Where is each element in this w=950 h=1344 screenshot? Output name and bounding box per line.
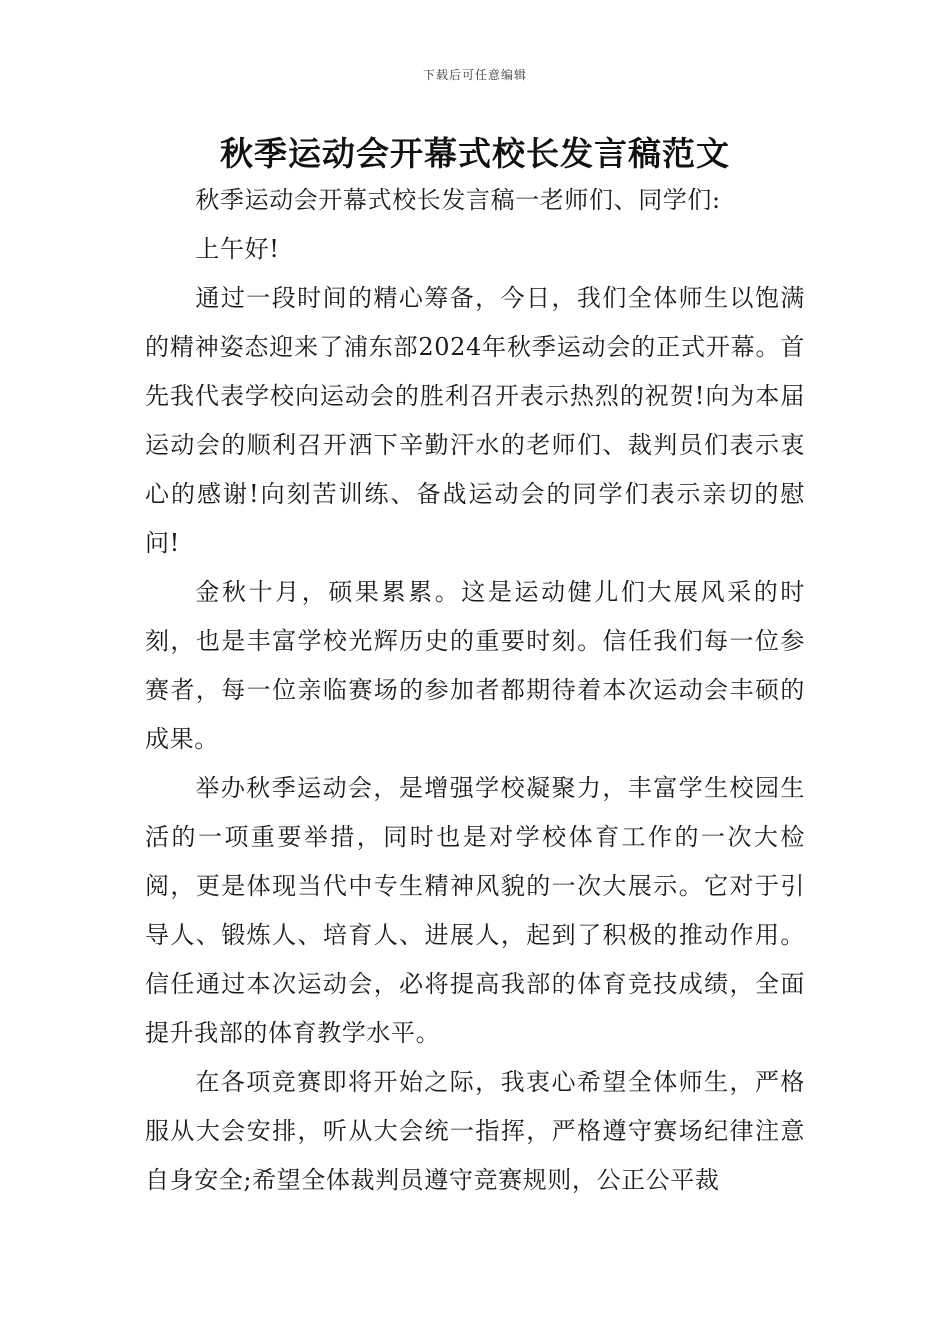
paragraph-autumn: 金秋十月，硕果累累。这是运动健儿们大展风采的时刻，也是丰富学校光辉历史的重要时刻。信任我们每一位参赛者，每一位亲临赛场的参加者都期待着本次运动会丰硕的成果。 [145,578,805,753]
paragraph-opening: 通过一段时间的精心筹备，今日，我们全体师生以饱满的精神姿态迎来了浦东部2024年秋季运动会的正式开幕。首先我代表学校向运动会的胜利召开表示热烈的祝贺!向为本届运动会的顺利召开洒下辛勤汗水的老师们、裁判员们表示衷心的感谢!向刻苦训练、备战运动会的同学们表示亲切的慰问! [145,284,805,557]
paragraph-intro: 秋季运动会开幕式校长发言稿一老师们、同学们: [195,186,721,214]
paragraph-significance: 举办秋季运动会，是增强学校凝聚力，丰富学生校园生活的一项重要举措，同时也是对学校体育工作的一次大检阅，更是体现当代中专生精神风貌的一次大展示。它对于引导人、锻炼人、培育人、进展人，起到了积极的推动作用。信任通过本次运动会，必将提高我部的体育竞技成绩，全面提升我部的体育教学水平。 [145,774,805,1047]
paragraph-greeting: 上午好! [195,235,280,263]
document-title: 秋季运动会开幕式校长发言稿范文 [220,134,730,173]
paragraph-hopes: 在各项竞赛即将开始之际，我衷心希望全体师生，严格服从大会安排，听从大会统一指挥，严格遵守赛场纪律注意自身安全;希望全体裁判员遵守竞赛规则，公正公平裁 [145,1068,805,1194]
header-note: 下载后可任意编辑 [422,68,527,82]
document-body [145,176,805,1205]
